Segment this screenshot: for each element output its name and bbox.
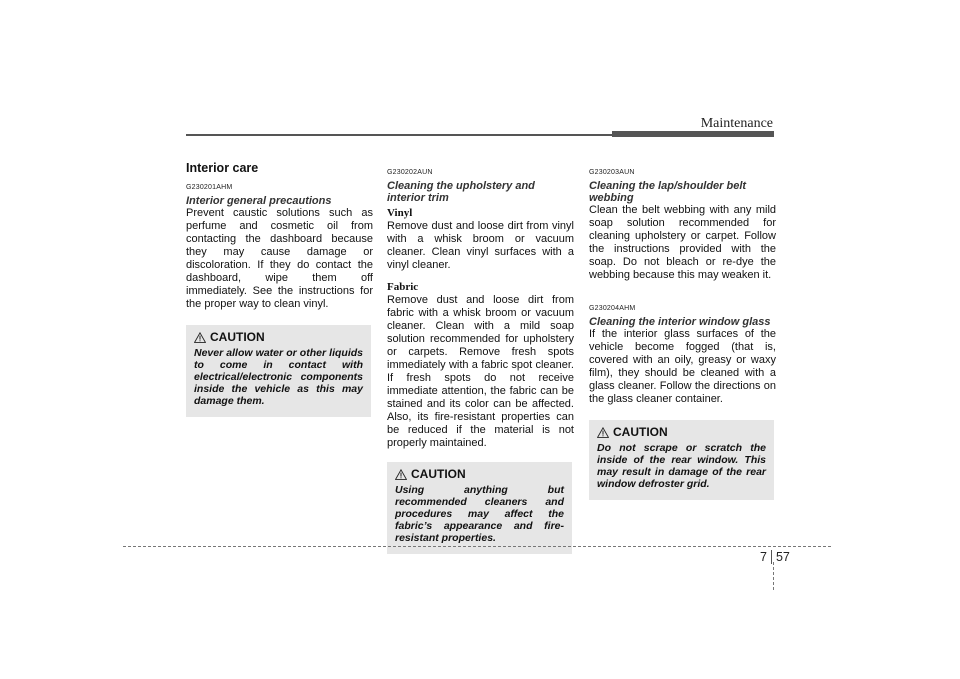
page-number-value: 57 [775,550,790,564]
page-number [760,550,790,564]
section-code: G230204AHM [589,305,636,312]
fabric-heading: Fabric [387,281,419,293]
caution-text: Do not scrape or scratch the inside of the rear window. This may result in damage of the rear window defroster grid. [597,442,766,490]
body-text: Remove dust and loose dirt from fabric with a whisk broom or vacuum cleaner. Clean with a mild soap solution recommended for upholstery or carpets. Remove fresh spots immediately with a fabric spot cleaner. If fresh spots do not receive immediate attention, the fabric can be stained and its color can be affected. Also, its fire-resistant properties can be reduced if the material is not properly maintained. [387,294,574,449]
warning-triangle-icon [194,332,206,343]
caution-title: CAUTION [210,330,265,344]
caution-text: Using anything but recommended cleaners and procedures may affect the fabric’s appearance and fire-resistant properties. [395,484,564,544]
body-text: If the interior glass surfaces of the vehicle become fogged (that is, covered with an oily, greasy or waxy film), they should be cleaned with a glass cleaner. Follow the directions on the glass cleaner container. [589,328,776,405]
warning-triangle-icon [597,427,609,438]
section-code: G230203AUN [589,169,635,176]
header-title: Maintenance [700,116,773,131]
page-number-separator [771,550,772,564]
column-1 [186,162,373,417]
caution-title: CAUTION [613,425,668,439]
subheading: Interior general precautions [186,195,332,207]
footer-vertical-dash [773,562,774,590]
subheading: Cleaning the lap/shoulder belt webbing [589,180,747,204]
caution-box [589,420,774,500]
body-text: Remove dust and loose dirt from vinyl with a whisk broom or vacuum cleaner. Clean vinyl surfaces with a vinyl cleaner. [387,220,574,271]
body-text: Clean the belt webbing with any mild soap solution recommended for cleaning upholstery or carpet. Follow the instructions provided with the soap. Do not bleach or re-dye the webbing because this may weaken it. [589,204,776,281]
section-code: G230202AUN [387,169,433,176]
footer-dashed-line [123,546,831,547]
body-text: Prevent caustic solutions such as perfume and cosmetic oil from contacting the dashboard because they may cause damage or discoloration. If they do contact the dashboard, wipe them off immediately. See the instructions for the proper way to clean vinyl. [186,207,373,310]
caution-box [387,462,572,554]
header-rule [186,134,612,136]
caution-title: CAUTION [411,467,466,481]
caution-text: Never allow water or other liquids to come in contact with electrical/electronic components inside the vehicle as this may damage them. [194,347,363,407]
subheading: Cleaning the interior window glass [589,316,771,328]
header-bar [612,131,774,137]
section-title: Interior care [186,161,259,175]
warning-triangle-icon [395,469,407,480]
chapter-number: 7 [760,550,767,564]
section-code: G230201AHM [186,184,233,191]
caution-box [186,325,371,417]
subheading: Cleaning the upholstery and interior trim [387,180,535,204]
column-3 [589,162,776,500]
column-2 [387,162,574,554]
vinyl-heading: Vinyl [387,207,413,219]
